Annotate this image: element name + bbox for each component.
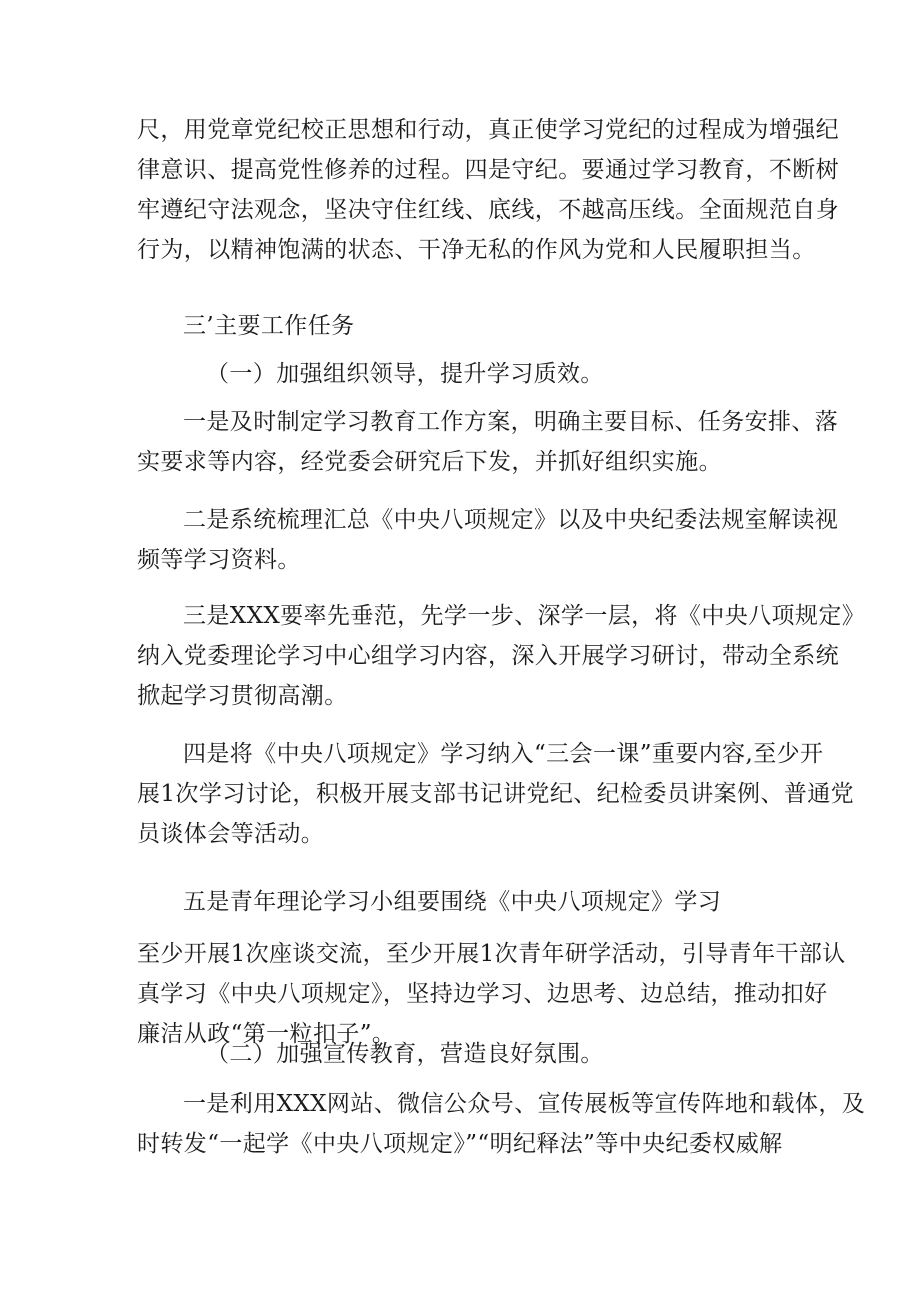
text-line: 纳入党委理论学习中心组学习内容，深入开展学习研讨，带动全系统: [137, 643, 839, 669]
text-line: 真学习《中央八项规定》，坚持边学习、边思考、边总结，推动扣好: [137, 981, 828, 1007]
text-line: 二是系统梳理汇总《中央八项规定》以及中央纪委法规室解读视: [183, 507, 839, 533]
paragraph-party-discipline: [137, 110, 839, 270]
paragraph-task-4: [137, 734, 855, 854]
text-line: 五是青年理论学习小组要围绕《中央八项规定》学习: [183, 889, 722, 915]
heading-text: （一）加强组织领导，提升学习质效。: [206, 361, 604, 387]
text-line: 四是将《中央八项规定》学习纳入“三会一课”重要内容,至少开: [183, 741, 824, 767]
text-line: 三是XXX要率先垂范，先学一步、深学一层，将《中央八项规定》: [183, 603, 866, 629]
text-line: 员谈体会等活动。: [137, 821, 325, 847]
text-line: 时转发“一起学《中央八项规定》”“明纪释法”等中央纪委权威解: [137, 1131, 783, 1157]
subheading-publicity: [137, 1034, 797, 1074]
text-line: 一是利用XXX网站、微信公众号、宣传展板等宣传阵地和载体，及: [183, 1091, 866, 1117]
heading-text: 三’主要工作任务: [183, 313, 355, 339]
text-line: 行为，以精神饱满的状态、干净无私的作风为党和人民履职担当。: [137, 237, 816, 263]
text-line: 至少开展1次座谈交流，至少开展1次青年研学活动，引导青年干部认: [137, 941, 846, 967]
text-line: 展1次学习讨论，积极开展支部书记讲党纪、纪检委员讲案例、普通党: [137, 781, 855, 807]
text-line: 律意识、提高党性修养的过程。四是守纪。要通过学习教育，不断树: [137, 157, 839, 183]
paragraph-task-3: [137, 596, 866, 716]
text-line: 频等学习资料。: [137, 547, 301, 573]
section-heading-main-tasks: [137, 306, 797, 346]
text-line: 尺，用党章党纪校正思想和行动，真正使学习党纪的过程成为增强纪: [137, 117, 839, 143]
paragraph-task-1: [137, 402, 839, 482]
text-line: 廉洁从政“第一粒扣子”。: [137, 1021, 396, 1047]
paragraph-task-5-lead: [137, 882, 797, 922]
paragraph-publicity-1: [137, 1084, 866, 1164]
text-line: 牢遵纪守法观念，坚决守住红线、底线，不越高压线。全面规范自身: [137, 197, 839, 223]
text-line: 掀起学习贯彻高潮。: [137, 683, 348, 709]
text-line: 实要求等内容，经党委会研究后下发，并抓好组织实施。: [137, 449, 722, 475]
paragraph-task-2: [137, 500, 839, 580]
subheading-organization: [137, 354, 797, 394]
heading-text: （二）加强宣传教育，营造良好氛围。: [206, 1041, 604, 1067]
text-line: 一是及时制定学习教育工作方案，明确主要目标、任务安排、落: [183, 409, 839, 435]
